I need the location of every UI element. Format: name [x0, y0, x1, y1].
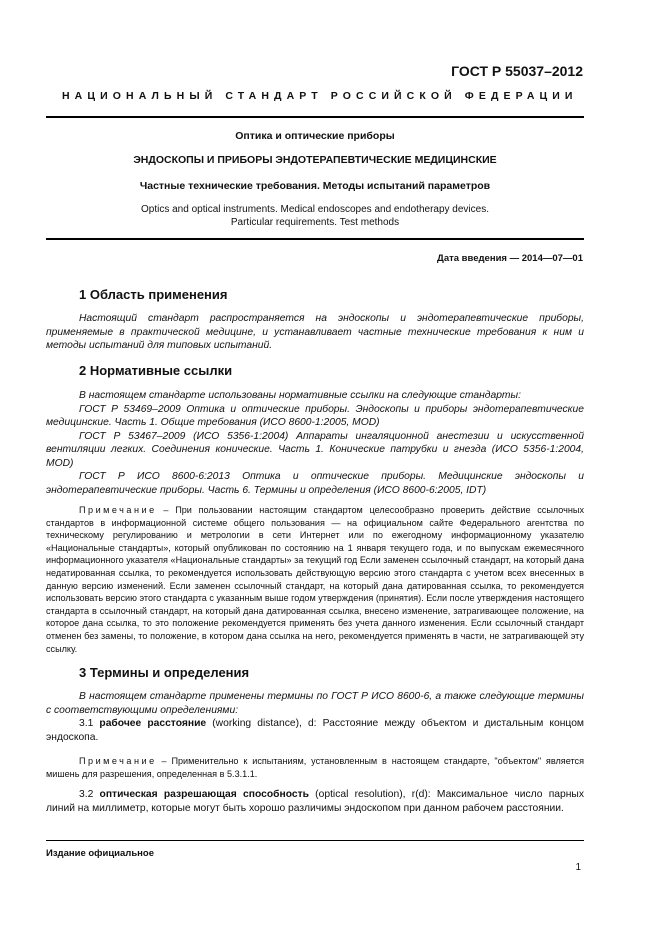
note-text: – При пользовании настоящим стандартом целесообразно проверить действие ссылочных стандартов в информационной системе общего пользования — на официальном сайте Федерального агентства по техническому регулированию и метрологии в сети Интернет или по ежегодному информационному указателю «Национальные стандарты», который опубликован по состоянию на 1 января текущего года, и по выпускам ежемесячного информационного указателя «Национальные стандарты» за текущий год Если заменен ссылочный стандарт, на который дана недатированная ссылка, то рекомендуется использовать действующую версию этого стандарта с учетом всех внесенных в данную версию изменений. Если заменен ссылочный стандарт, на который дана датированная ссылка, то рекомендуется использовать версию этого стандарта с указанным выше годом утверждения (принятия). Если после утверждения настоящего стандарта в ссылочный стандарт, на который дана датированная ссылка, внесено изменение, затрагивающее положение, на которое дана ссылка, то это положение рекомендуется применять без учета данного изменения. Если ссылочный стандарт отменен без замены, то положение, в котором дана ссылка на него, рекомендуется применять в части, не затрагивающей эту ссылку.: [46, 505, 584, 654]
section2-note: [46, 504, 584, 655]
reference-item: ГОСТ Р 53467–2009 (ИСО 5356-1:2004) Аппараты ингаляционной анестезии и искусственной вентиляции легких. Соединения конические. Часть 1. Конические патрубки и гнезда (ИСО 5356-1:2004, MOD): [46, 430, 584, 469]
term-3-1: [46, 717, 584, 744]
section2-refs: [46, 389, 584, 497]
term-name: рабочее расстояние: [99, 718, 207, 729]
term-definition: (optical resolution), r(d): Максимальное число парных линий на миллиметр, которые могут быть хорошо различимы эндоскопом при данном рабочем расстоянии.: [46, 789, 584, 814]
title-english: [46, 203, 584, 229]
term-3-2: [46, 788, 584, 815]
title-english-line1: Optics and optical instruments. Medical endoscopes and endotherapy devices.: [141, 204, 489, 215]
section1-heading: 1 Область применения: [79, 287, 228, 302]
edition-label: Издание официальное: [46, 848, 154, 859]
title-sub: Частные технические требования. Методы испытаний параметров: [139, 180, 491, 192]
section2-heading: 2 Нормативные ссылки: [79, 363, 233, 378]
note-text: – Применительно к испытаниям, установленным в настоящем стандарте, "объектом" является мишень для разрешения, определенная в 5.3.1.1.: [46, 756, 584, 779]
intro-date: Дата введения — 2014—07—01: [437, 253, 583, 264]
note-label: Примечание: [79, 505, 157, 515]
reference-item: ГОСТ Р ИСО 8600-6:2013 Оптика и оптические приборы. Медицинские эндоскопы и эндотерапевтические приборы. Часть 6. Термины и определения (ИСО 8600-6:2005, IDT): [46, 471, 584, 496]
term-name: оптическая разрешающая способность: [99, 789, 309, 800]
title-english-line2: Particular requirements. Test methods: [230, 217, 400, 228]
section3-intro: В настоящем стандарте применены термины по ГОСТ Р ИСО 8600-6, а также следующие термины с соответствующими определениями:: [46, 691, 584, 716]
section3-heading: 3 Термины и определения: [79, 665, 250, 680]
section1-paragraph: Настоящий стандарт распространяется на эндоскопы и эндотерапевтические приборы, применяемые в практической медицине, и устанавливает частные технические требования к ним и методы испытаний для типовых испытаний.: [46, 313, 584, 351]
section2-intro: В настоящем стандарте использованы нормативные ссылки на следующие стандарты:: [79, 390, 521, 401]
term-definition: (working distance), d: Расстояние между объектом и дистальным концом эндоскопа.: [46, 718, 584, 743]
page-number: 1: [575, 862, 581, 873]
header-rule: [46, 116, 584, 118]
title-rule: [46, 238, 584, 240]
section1-text: [46, 312, 584, 353]
term-number: 3.2: [79, 789, 100, 800]
title-main: ЭНДОСКОПЫ И ПРИБОРЫ ЭНДОТЕРАПЕВТИЧЕСКИЕ МЕДИЦИНСКИЕ: [133, 154, 497, 166]
term-number: 3.1: [79, 718, 100, 729]
footer-rule: [46, 840, 584, 841]
note-label: Примечание: [79, 756, 157, 766]
section3-term-3-2: [46, 788, 584, 815]
title-group: Оптика и оптические приборы: [235, 130, 395, 142]
section3-body: [46, 690, 584, 744]
reference-item: ГОСТ Р 53469–2009 Оптика и оптические приборы. Эндоскопы и приборы эндотерапевтические медицинские. Часть 1. Общие требования (ИСО 8600-1:2005, MOD): [46, 403, 584, 428]
section3-note: [46, 755, 584, 780]
national-standard-banner: НАЦИОНАЛЬНЫЙ СТАНДАРТ РОССИЙСКОЙ ФЕДЕРАЦИИ: [62, 90, 578, 102]
standard-code: ГОСТ Р 55037–2012: [451, 63, 583, 79]
